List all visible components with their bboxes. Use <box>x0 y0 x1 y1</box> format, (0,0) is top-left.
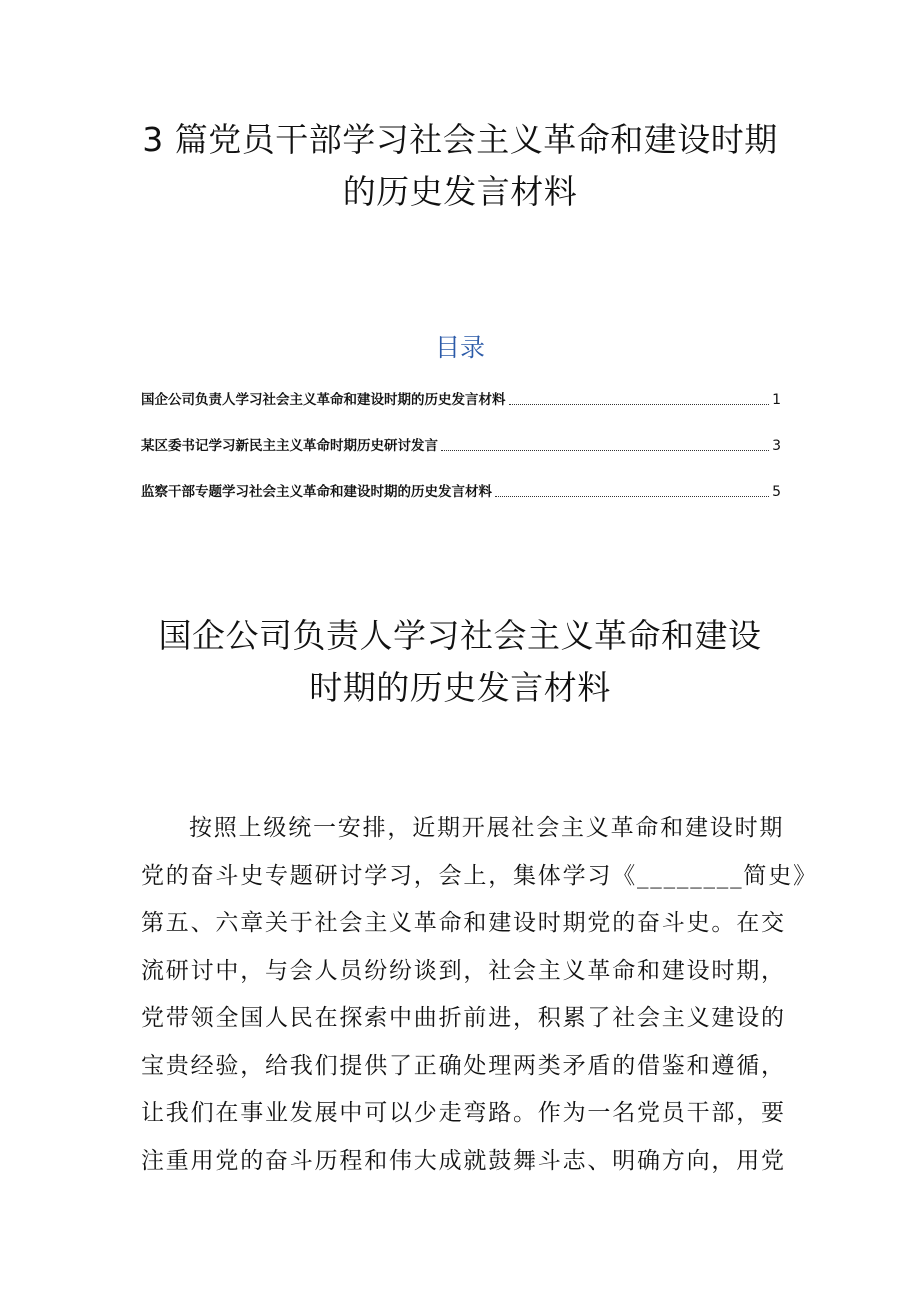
toc-entry-3[interactable] <box>141 475 781 502</box>
section-title <box>110 610 810 714</box>
paragraph-line: 按照上级统一安排，近期开展社会主义革命和建设时期 <box>189 815 785 841</box>
toc-dot-leader <box>441 450 769 451</box>
toc-dot-leader <box>495 496 769 497</box>
document-title-line-2: 的历史发言材料 <box>342 172 578 211</box>
paragraph-line: 流研讨中，与会人员纷纷谈到，社会主义革命和建设时期， <box>141 957 786 984</box>
section-title-line-2: 时期的历史发言材料 <box>309 668 611 707</box>
toc-dot-leader <box>509 404 770 405</box>
toc-entry-text: 监察干部专题学习社会主义革命和建设时期的历史发言材料 <box>141 484 492 500</box>
toc-page-number: 3 <box>772 438 781 454</box>
paragraph-line: 第五、六章关于社会主义革命和建设时期党的奋斗史。在交 <box>141 910 786 936</box>
paragraph-line: 党带领全国人民在探索中曲折前进，积累了社会主义建设的 <box>141 1005 786 1031</box>
document-title-line-1: 3 篇党员干部学习社会主义革命和建设时期 <box>142 120 778 159</box>
toc-entry-1[interactable] <box>141 383 781 410</box>
toc-page-number: 5 <box>772 484 781 500</box>
toc-entry-2[interactable] <box>141 429 781 456</box>
paragraph-line: 宝贵经验，给我们提供了正确处理两类矛盾的借鉴和遵循， <box>141 1052 786 1079</box>
toc-page-number: 1 <box>772 392 781 408</box>
paragraph-line: 让我们在事业发展中可以少走弯路。作为一名党员干部，要 <box>141 1100 786 1126</box>
toc-entry-text: 国企公司负责人学习社会主义革命和建设时期的历史发言材料 <box>141 392 506 408</box>
paragraph-line: 注重用党的奋斗历程和伟大成就鼓舞斗志、明确方向，用党 <box>141 1147 786 1174</box>
toc-heading: 目录 <box>434 333 485 362</box>
section-title-line-1: 国企公司负责人学习社会主义革命和建设 <box>158 616 762 655</box>
paragraph-line: 党的奋斗史专题研讨学习，会上，集体学习《________简史》 <box>141 862 818 889</box>
body-paragraph <box>141 805 818 1185</box>
table-of-contents <box>141 383 781 521</box>
document-title <box>110 114 810 218</box>
toc-entry-text: 某区委书记学习新民主主义革命时期历史研讨发言 <box>141 438 438 454</box>
